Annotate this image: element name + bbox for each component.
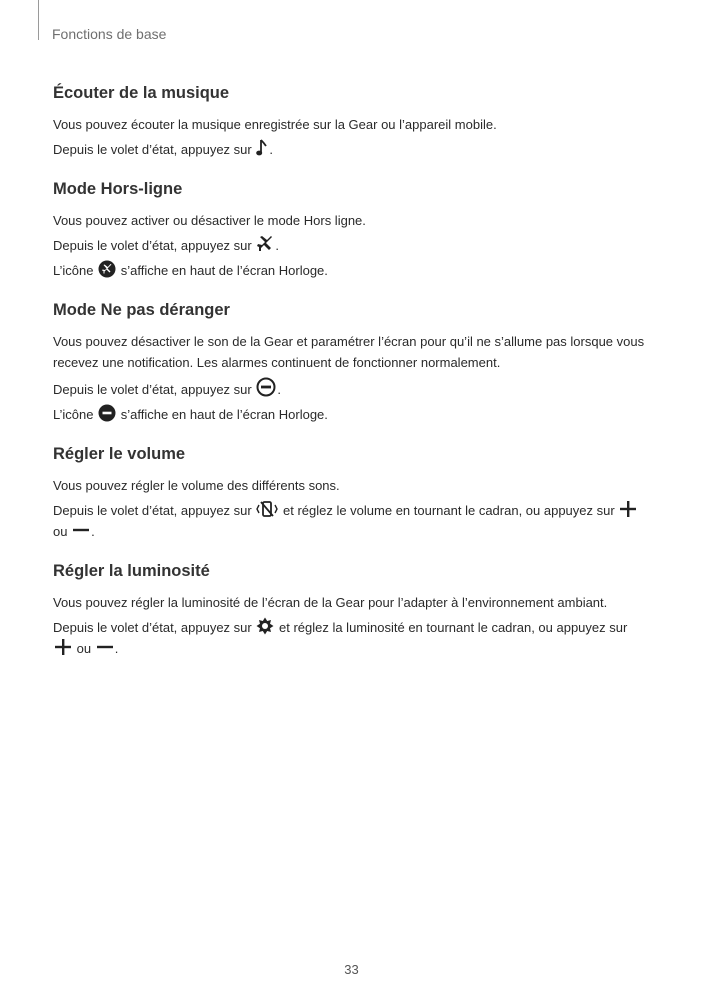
offline-description: Vous pouvez activer ou désactiver le mode Hors ligne.	[53, 213, 366, 228]
volume-description: Vous pouvez régler le volume des différents sons.	[53, 478, 340, 493]
offline-status: L’icône s’affiche en haut de l’écran Horloge.	[53, 260, 653, 281]
plus-icon	[54, 638, 72, 656]
brightness-icon	[256, 617, 274, 635]
section-dnd	[53, 299, 653, 425]
section-offline	[53, 178, 653, 281]
volume-instruction: Depuis le volet d’état, appuyez sur et réglez le volume en tournant le cadran, ou appuyez sur ou .	[53, 500, 653, 542]
header-rule	[38, 0, 39, 40]
brightness-instruction: Depuis le volet d’état, appuyez sur et réglez la luminosité en tournant le cadran, ou appuyez sur ou .	[53, 617, 653, 659]
vibrate-icon	[256, 500, 278, 518]
page-header: Fonctions de base	[52, 26, 167, 42]
section-music	[53, 82, 653, 160]
music-instruction: Depuis le volet d’état, appuyez sur .	[53, 139, 653, 160]
section-volume	[53, 443, 653, 542]
section-title-volume: Régler le volume	[53, 445, 186, 463]
section-title-music: Écouter de la musique	[53, 84, 230, 102]
plus-icon	[619, 500, 637, 518]
airplane-icon	[256, 235, 274, 253]
section-title-brightness: Régler la luminosité	[53, 562, 210, 580]
minus-icon	[72, 521, 90, 539]
airplane-status-icon	[98, 260, 116, 278]
dnd-description: Vous pouvez désactiver le son de la Gear et paramétrer l’écran pour qu’il ne s’allume pas lorsque vous recevez une notification. Les alarmes continuent de fonctionner normalement.	[53, 334, 645, 370]
section-title-dnd: Mode Ne pas déranger	[53, 301, 230, 319]
do-not-disturb-icon	[256, 377, 276, 397]
page-content	[53, 82, 653, 677]
page-number: 33	[344, 962, 359, 977]
music-note-icon	[256, 139, 268, 157]
section-brightness	[53, 560, 653, 659]
do-not-disturb-status-icon	[98, 404, 116, 422]
minus-icon	[96, 638, 114, 656]
dnd-instruction: Depuis le volet d’état, appuyez sur .	[53, 377, 653, 400]
section-title-offline: Mode Hors-ligne	[53, 180, 183, 198]
music-description: Vous pouvez écouter la musique enregistrée sur la Gear ou l’appareil mobile.	[53, 117, 497, 132]
offline-instruction: Depuis le volet d’état, appuyez sur .	[53, 235, 653, 256]
brightness-description: Vous pouvez régler la luminosité de l’écran de la Gear pour l’adapter à l’environnement ambiant.	[53, 595, 608, 610]
dnd-status: L’icône s’affiche en haut de l’écran Horloge.	[53, 404, 653, 425]
